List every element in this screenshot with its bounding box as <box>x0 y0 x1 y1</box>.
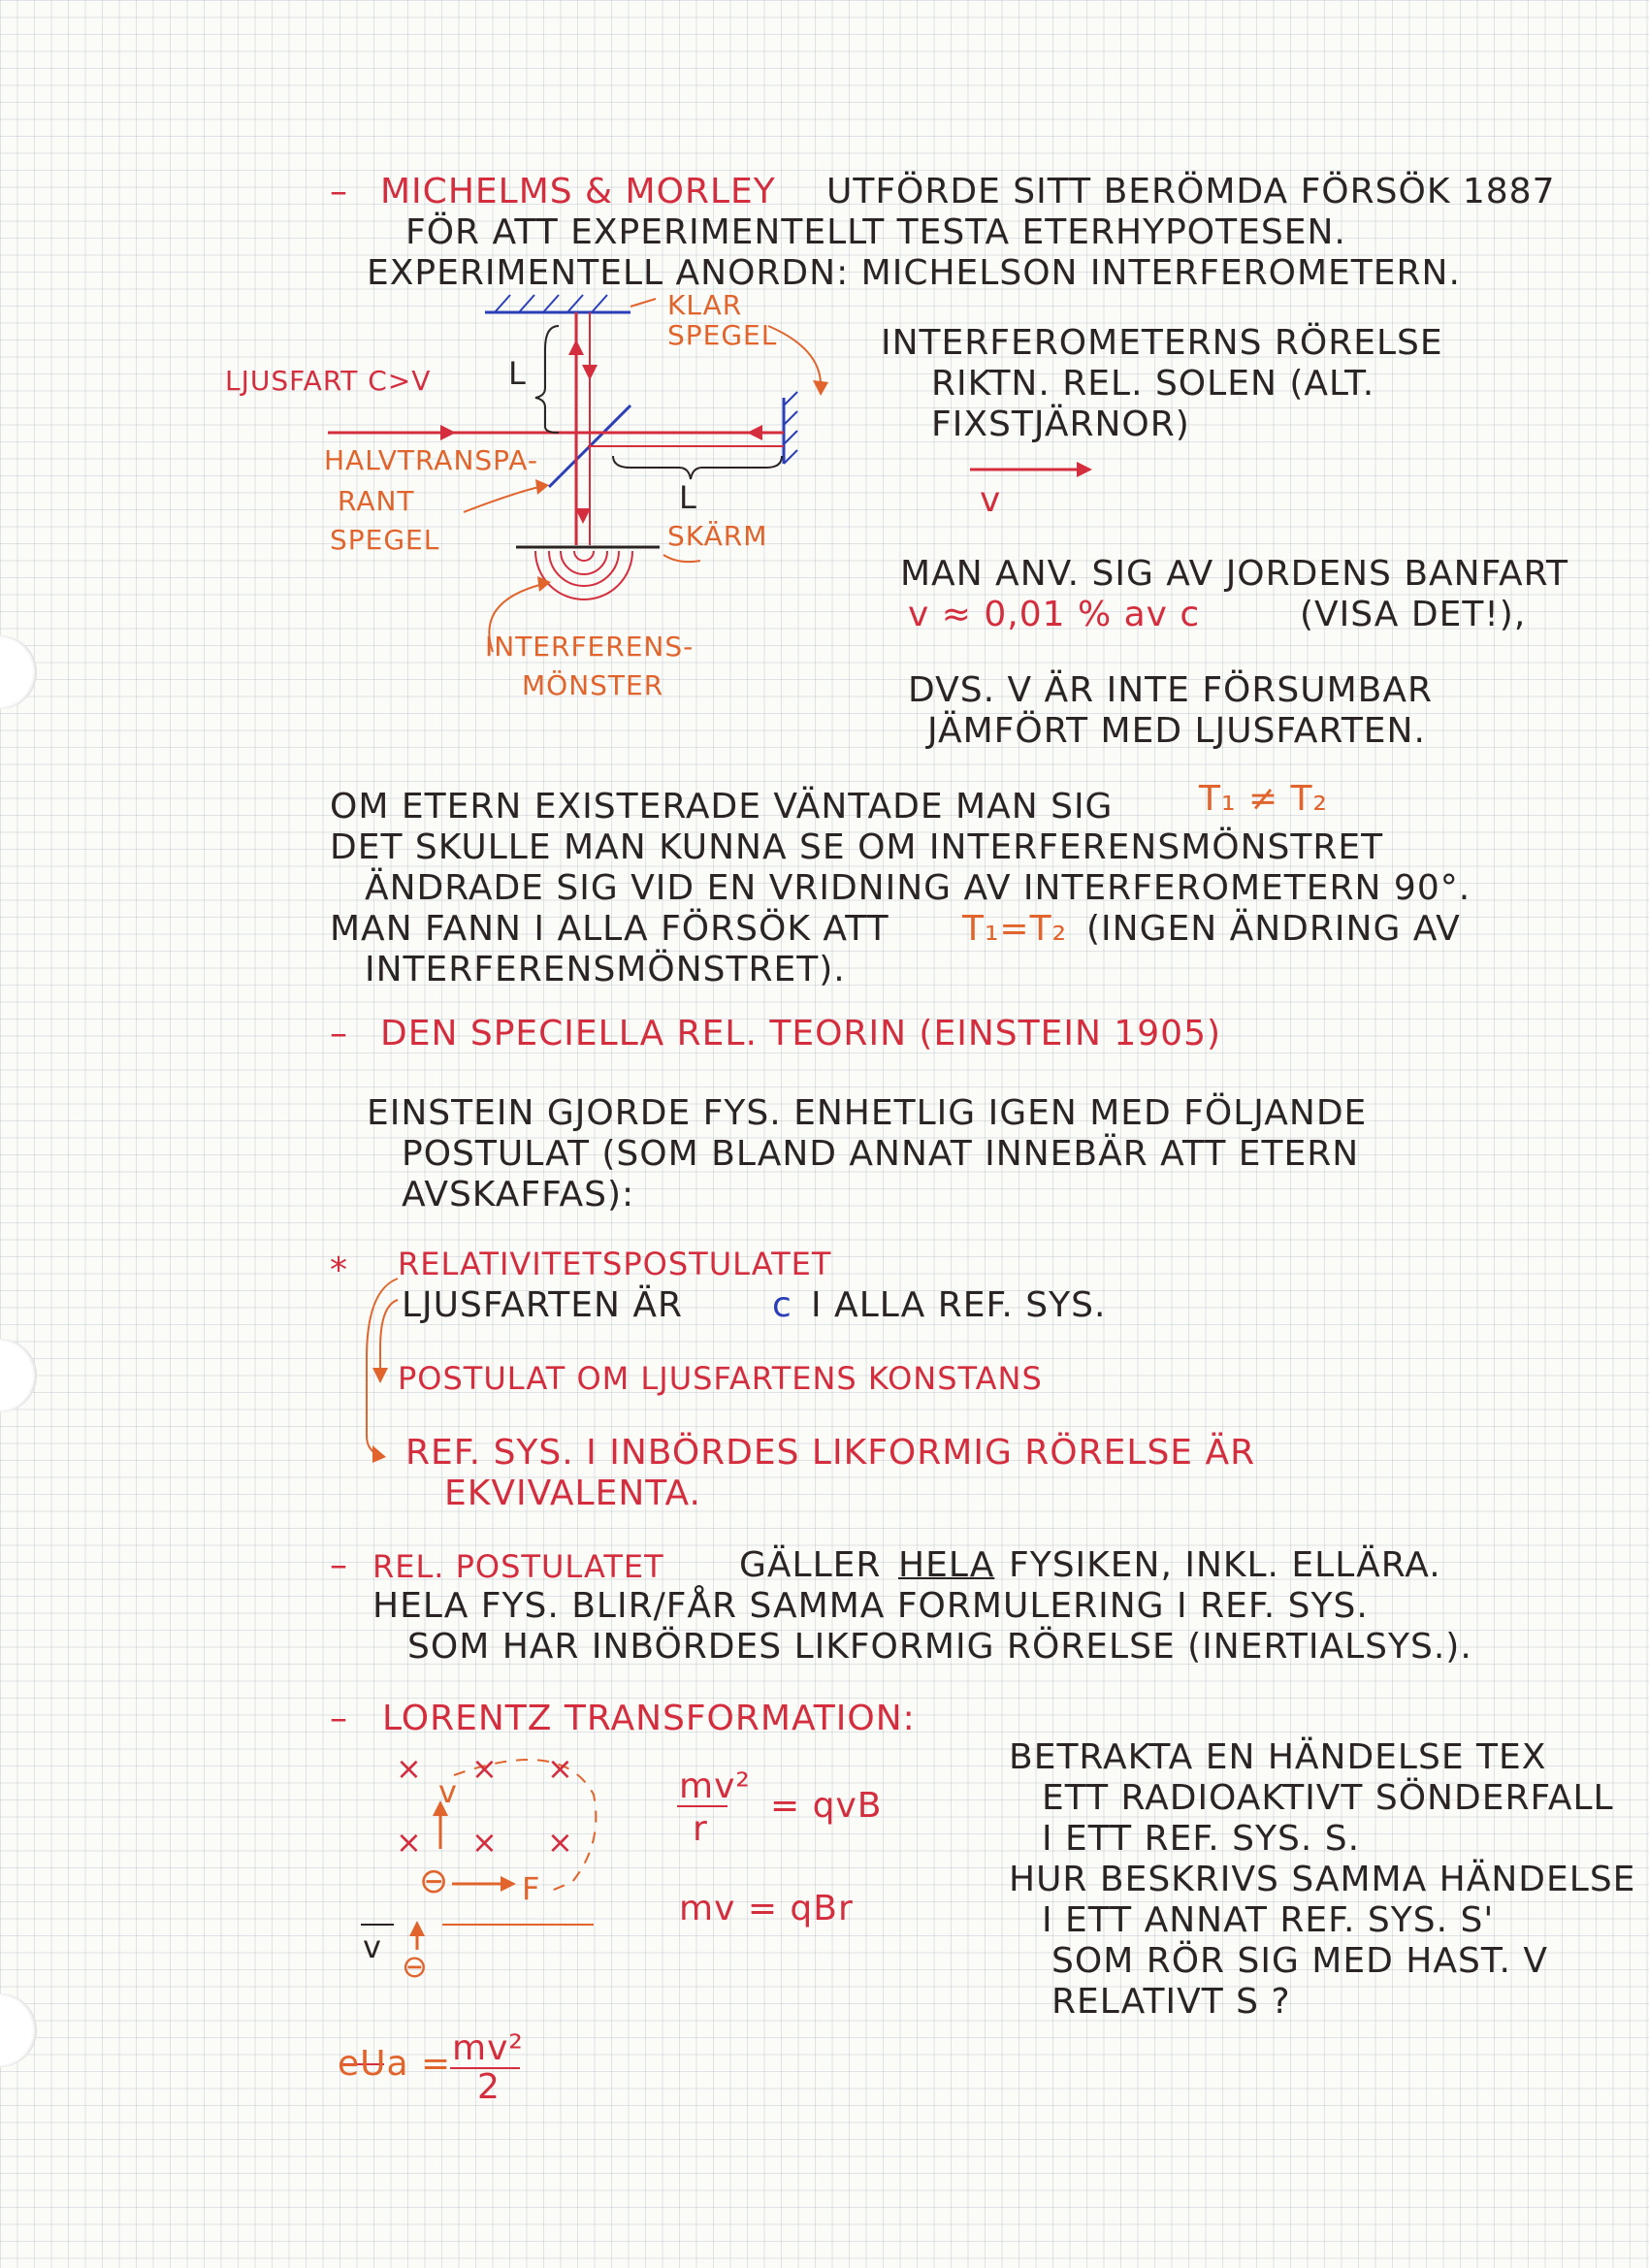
dash-marker: – <box>330 172 348 211</box>
lorentz-b2: ETT RADIOAKTIVT SÖNDERFALL <box>1042 1778 1614 1818</box>
lorentz-b1: BETRAKTA EN HÄNDELSE TEX <box>1009 1737 1547 1777</box>
lorentz-b7: RELATIVT S ? <box>1051 1982 1291 2022</box>
rel-post-label: REL. POSTULATET <box>372 1548 664 1585</box>
fig-v-label: v <box>438 1773 458 1810</box>
lorentz-b6: SOM RÖR SIG MED HAST. V <box>1051 1941 1549 1981</box>
fig-x-1: × <box>396 1750 423 1787</box>
intro-line2: FÖR ATT EXPERIMENTELLT TESTA ETERHYPOTESEN. <box>405 212 1346 252</box>
eter-e4-eq: T₁=T₂ <box>962 909 1068 949</box>
fig-x-6: × <box>547 1824 574 1861</box>
srt-s2: POSTULAT (SOM BLAND ANNAT INNEBÄR ATT ETERN <box>402 1134 1360 1174</box>
rel-post-rest2: FYSIKEN, INKL. ELLÄRA. <box>1009 1545 1441 1585</box>
label-halvtransparant-2: RANT <box>338 485 415 517</box>
eter-e1: OM ETERN EXISTERADE VÄNTADE MAN SIG <box>330 787 1114 826</box>
fig-x-4: × <box>396 1824 423 1861</box>
note-v-label: v <box>980 480 1002 520</box>
eter-e5: INTERFERENSMÖNSTRET). <box>365 950 846 989</box>
fig-electron-2: ⊖ <box>402 1948 429 1985</box>
lorentz-b3: I ETT REF. SYS. S. <box>1042 1819 1361 1859</box>
note-r6: DVS. V ÄR INTE FÖRSUMBAR <box>908 670 1433 710</box>
fig-x-3: × <box>547 1750 574 1787</box>
eq1-rhs: = qvB <box>770 1786 883 1826</box>
fig-x-2: × <box>471 1750 499 1787</box>
dash-marker: – <box>330 1014 348 1053</box>
eq3-lhs: eUa = <box>338 2044 452 2084</box>
intro-line1: UTFÖRDE SITT BERÖMDA FÖRSÖK 1887 <box>826 172 1556 211</box>
postulate-p1-b: I ALLA REF. SYS. <box>811 1285 1107 1325</box>
label-interferens: INTERFERENS- <box>485 631 695 663</box>
postulate-p1-c: c <box>772 1285 792 1325</box>
eter-e4-a: MAN FANN I ALLA FÖRSÖK ATT <box>330 909 889 949</box>
postulate-p2: POSTULAT OM LJUSFARTENS KONSTANS <box>398 1360 1043 1397</box>
lorentz-heading: LORENTZ TRANSFORMATION: <box>382 1699 916 1738</box>
note-r4: MAN ANV. SIG AV JORDENS BANFART <box>900 554 1569 594</box>
eter-e1-eq: T₁ ≠ T₂ <box>1199 779 1328 819</box>
srt-heading: DEN SPECIELLA REL. TEORIN (EINSTEIN 1905) <box>380 1014 1222 1053</box>
postulate-p3: REF. SYS. I INBÖRDES LIKFORMIG RÖRELSE ÄR <box>405 1433 1256 1473</box>
fig-vbar-label: v <box>363 1928 382 1965</box>
eter-e4-b: (INGEN ÄNDRING AV <box>1086 909 1461 949</box>
eq1-den: r <box>693 1809 708 1849</box>
eter-e2: DET SKULLE MAN KUNNA SE OM INTERFERENSMÖNSTRET <box>330 827 1384 867</box>
label-halvtransparant: HALVTRANSPA- <box>324 444 538 476</box>
eq3-num: mv² <box>452 2028 524 2068</box>
fig-x-5: × <box>471 1824 499 1861</box>
fig-electron: ⊖ <box>419 1862 450 1901</box>
note-r7: JÄMFÖRT MED LJUSFARTEN. <box>927 711 1426 751</box>
srt-s3: AVSKAFFAS): <box>402 1175 635 1215</box>
dash-marker: – <box>330 1545 348 1585</box>
intro-line3: EXPERIMENTELL ANORDN: MICHELSON INTERFEROMETERN. <box>367 253 1461 293</box>
label-skarm: SKÄRM <box>667 520 768 552</box>
note-r5-v: v ≈ 0,01 % av c <box>908 595 1201 634</box>
note-r2: RIKTN. REL. SOLEN (ALT. <box>931 364 1375 404</box>
rel-post-rest1: GÄLLER <box>739 1545 882 1585</box>
label-ljusfart: LJUSFART C>V <box>225 365 432 397</box>
eq1-num: mv² <box>679 1766 751 1806</box>
label-spegel: SPEGEL <box>330 524 440 556</box>
label-L-vertical: L <box>508 355 527 392</box>
intro-names: MICHELMS & MORLEY <box>380 172 776 211</box>
postulate-star: * <box>330 1250 348 1290</box>
fig-F-label: F <box>522 1870 541 1907</box>
note-r5-rest: (VISA DET!), <box>1300 595 1527 634</box>
eq2: mv = qBr <box>679 1889 854 1928</box>
note-r3: FIXSTJÄRNOR) <box>931 405 1190 444</box>
postulate-p1-a: LJUSFARTEN ÄR <box>402 1285 684 1325</box>
rel-post-hela: HELA <box>898 1545 995 1585</box>
lorentz-b5: I ETT ANNAT REF. SYS. S' <box>1042 1900 1495 1940</box>
lorentz-b4: HUR BESKRIVS SAMMA HÄNDELSE <box>1009 1860 1636 1899</box>
label-L-horizontal: L <box>679 479 697 516</box>
dash-marker: – <box>330 1699 348 1738</box>
note-r1: INTERFEROMETERNS RÖRELSE <box>881 323 1443 363</box>
eter-e3: ÄNDRADE SIG VID EN VRIDNING AV INTERFEROMETERN 90°. <box>365 868 1471 908</box>
label-monster: MÖNSTER <box>522 669 664 701</box>
label-klar-spegel: KLAR SPEGEL <box>667 289 778 351</box>
srt-s1: EINSTEIN GJORDE FYS. ENHETLIG IGEN MED FÖLJANDE <box>367 1093 1368 1133</box>
postulate-p4: EKVIVALENTA. <box>444 1474 701 1513</box>
postulate-title: RELATIVITETSPOSTULATET <box>398 1246 832 1282</box>
eq3-den: 2 <box>477 2067 501 2107</box>
rel-post-l3: SOM HAR INBÖRDES LIKFORMIG RÖRELSE (INERTIALSYS.). <box>407 1627 1472 1667</box>
rel-post-l2: HELA FYS. BLIR/FÅR SAMMA FORMULERING I REF. SYS. <box>372 1586 1369 1626</box>
